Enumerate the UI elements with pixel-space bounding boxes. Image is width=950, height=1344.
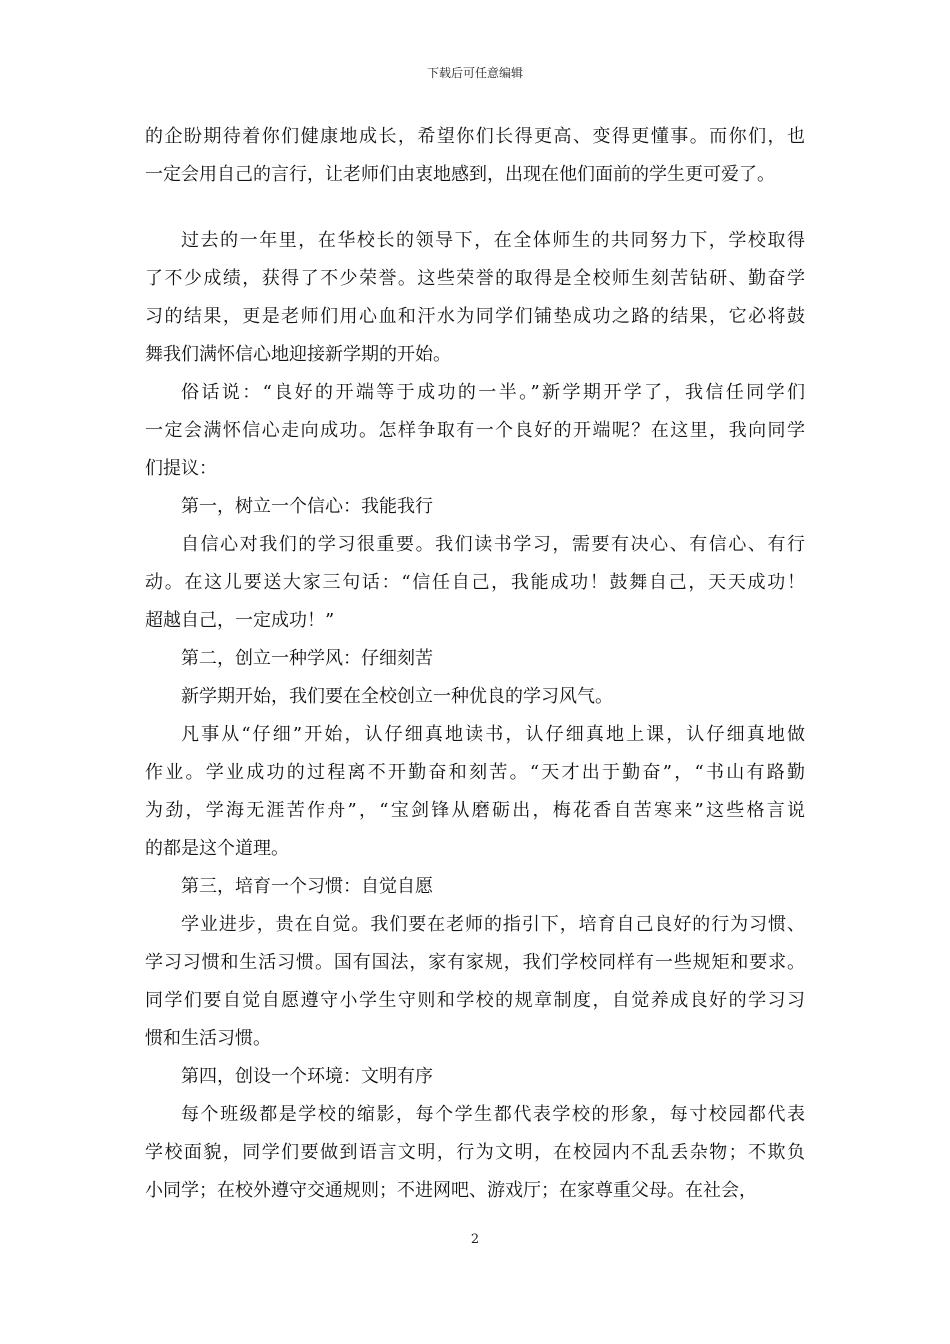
text-line: 们提议：	[145, 458, 217, 479]
text-line: 新学期开始，我们要在全校创立一种优良的学习风气。	[181, 686, 613, 707]
text-line: 超越自己，一定成功！”	[145, 610, 335, 631]
text-line: 第二，创立一种学风：仔细刻苦	[181, 648, 433, 669]
text-line: 舞我们满怀信心地迎接新学期的开始。	[145, 344, 451, 365]
paragraph	[145, 716, 805, 868]
text-line: 为劲，学海无涯苦作舟”，“宝剑锋从磨砺出，梅花香自苦寒来”这些格言说	[145, 800, 805, 821]
document-body	[145, 118, 805, 1210]
paragraph	[145, 1058, 805, 1096]
paragraph-gap	[145, 194, 805, 222]
text-line: 习的结果，更是老师们用心血和汗水为同学们铺垫成功之路的结果，它必将鼓	[145, 306, 805, 327]
text-line: 过去的一年里，在华校长的领导下，在全体师生的共同努力下，学校取得	[181, 230, 805, 251]
text-line: 惯和生活习惯。	[145, 1028, 271, 1049]
text-line: 学校面貌，同学们要做到语言文明，行为文明，在校园内不乱丢杂物；不欺负	[145, 1142, 805, 1163]
paragraph	[145, 118, 805, 194]
text-line: 第三，培育一个习惯：自觉自愿	[181, 876, 433, 897]
text-line: 同学们要自觉自愿遵守小学生守则和学校的规章制度，自觉养成良好的学习习	[145, 990, 805, 1011]
paragraph	[145, 906, 805, 1058]
text-line: 第一，树立一个信心：我能我行	[181, 496, 433, 517]
paragraph	[145, 640, 805, 678]
paragraph	[145, 526, 805, 640]
text-line: 一定会用自己的言行，让老师们由衷地感到，出现在他们面前的学生更可爱了。	[145, 164, 775, 185]
text-line: 学习习惯和生活习惯。国有国法，家有家规，我们学校同样有一些规矩和要求。	[145, 952, 805, 973]
text-line: 第四，创设一个环境：文明有序	[181, 1066, 433, 1087]
text-line: 每个班级都是学校的缩影，每个学生都代表学校的形象，每寸校园都代表	[181, 1104, 805, 1125]
text-line: 的企盼期待着你们健康地成长，希望你们长得更高、变得更懂事。而你们，也	[145, 126, 805, 147]
text-line: 作业。学业成功的过程离不开勤奋和刻苦。“天才出于勤奋”，“书山有路勤	[145, 762, 805, 783]
text-line: 了不少成绩，获得了不少荣誉。这些荣誉的取得是全校师生刻苦钻研、勤奋学	[145, 268, 805, 289]
text-line: 一定会满怀信心走向成功。怎样争取有一个良好的开端呢？在这里，我向同学	[145, 420, 805, 441]
paragraph	[145, 488, 805, 526]
text-line: 自信心对我们的学习很重要。我们读书学习，需要有决心、有信心、有行	[181, 534, 805, 555]
text-line: 的都是这个道理。	[145, 838, 289, 859]
text-line: 学业进步，贵在自觉。我们要在老师的指引下，培育自己良好的行为习惯、	[181, 914, 805, 935]
paragraph	[145, 868, 805, 906]
paragraph	[145, 678, 805, 716]
paragraph	[145, 1096, 805, 1210]
text-line: 小同学；在校外遵守交通规则；不进网吧、游戏厅；在家尊重父母。在社会，	[145, 1180, 757, 1201]
text-line: 凡事从“仔细”开始，认仔细真地读书，认仔细真地上课，认仔细真地做	[181, 724, 805, 745]
paragraph	[145, 222, 805, 374]
paragraph	[145, 374, 805, 488]
text-line: 俗话说：“良好的开端等于成功的一半。”新学期开学了，我信任同学们	[181, 382, 805, 403]
page-number: 2	[470, 1232, 480, 1247]
text-line: 动。在这儿要送大家三句话：“信任自己，我能成功！鼓舞自己，天天成功！	[145, 572, 805, 593]
page-header: 下载后可任意编辑	[426, 66, 523, 80]
